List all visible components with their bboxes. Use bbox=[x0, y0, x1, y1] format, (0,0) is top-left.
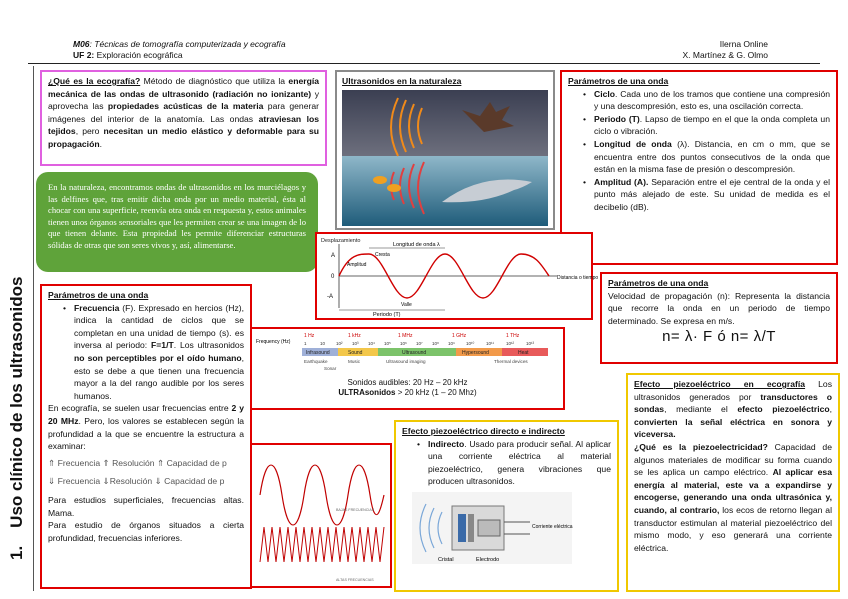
use-sonar: Sonar bbox=[324, 366, 337, 371]
side-title-number: 1. bbox=[7, 545, 26, 560]
unit-code: UF 2: bbox=[73, 50, 95, 60]
param-term: Longitud de onda bbox=[594, 138, 672, 149]
exp: 10⁷ bbox=[416, 341, 423, 346]
use-earthquake: Earthquake bbox=[304, 359, 328, 364]
exp: 10¹¹ bbox=[486, 341, 495, 346]
band-sound: Sound bbox=[348, 350, 363, 356]
param-desc: (λ). Distancia, en cm o mm, que se encuentra entre dos puntos consecutivos de la onda que están en la misma fase de presión o descompresión. bbox=[594, 138, 831, 175]
exp: 10 bbox=[320, 341, 326, 346]
wavelength-label: Longitud de onda λ bbox=[393, 242, 440, 248]
frequency-axis-label: Frequency (Hz) bbox=[256, 339, 291, 345]
wave-parameters-title: Parámetros de una onda bbox=[568, 76, 669, 86]
wave-parameters-list bbox=[580, 88, 830, 214]
param-period bbox=[580, 113, 830, 138]
exp: 10⁵ bbox=[384, 341, 391, 346]
exp: 10⁸ bbox=[432, 341, 439, 346]
low-frequency-wave bbox=[260, 465, 384, 525]
trough-label: Valle bbox=[401, 302, 412, 308]
transducer-diagram bbox=[412, 492, 572, 564]
audible-range: Sonidos audibles: 20 Hz – 20 kHz bbox=[347, 378, 468, 387]
definition-bold: energía mecánica de las ondas de ultrasonido (radiación no ionizante) bbox=[48, 76, 319, 99]
nature-text-box: En la naturaleza, encontramos ondas de ultrasonidos en los murciélagos y las delfines que, tras emitir dicha onda por un medio material, ésta al chocar con una superficie, reenvía otra onda en respuesta y, estos animales tienen unos órganos sensoriales que les permiten crear se una imagen de lo que tienen delante. Esta propiedad les permite diferenciar estructuras sólidas de otras que son seres vivos y, así, alimentarse. bbox=[36, 172, 318, 272]
piezo-term: Indirecto bbox=[428, 438, 465, 449]
piezo-eco-text: Capacidad de algunos materiales de modificar su forma cuando se les aplica un campo eléctrico. bbox=[634, 441, 832, 478]
deep-note: Para estudio de órganos situados a cierta profundidad, frecuencias inferiores. bbox=[48, 520, 244, 543]
piezo-question: ¿Qué es la piezoelectricidad? bbox=[634, 441, 768, 452]
piezo-eco-bold: efecto piezoeléctrico bbox=[737, 404, 830, 415]
band-infrasound: Infrasound bbox=[306, 350, 330, 356]
superficial-note: Para estudios superficiales, frecuencias altas. Mama. bbox=[48, 494, 244, 518]
exp: 10¹⁰ bbox=[466, 341, 475, 346]
velocity-title: Parámetros de una onda bbox=[608, 278, 709, 288]
definition-text: para generar imágenes del interior de la anatomía. Las ondas bbox=[48, 101, 319, 124]
frequency-comparison bbox=[254, 447, 390, 586]
y-tick-zero: 0 bbox=[331, 274, 335, 280]
param-term: Frecuencia bbox=[74, 302, 120, 313]
high-frequency-label: ALTAS FRECUENCIAS bbox=[336, 578, 374, 582]
param-desc: , esto se debe a que tienen una frecuencia mayor a la del rango audible por los seres humanos. bbox=[74, 352, 244, 401]
definition-text: , pero bbox=[75, 126, 104, 137]
exp: 10¹³ bbox=[526, 341, 535, 346]
period-label: Periodo (T) bbox=[373, 312, 401, 318]
exp: 1 bbox=[304, 341, 307, 346]
header-rule bbox=[28, 63, 820, 64]
param-bold: no son perceptibles por el oído humano bbox=[74, 352, 242, 363]
definition-text: Método de diagnóstico que utiliza la bbox=[140, 76, 289, 86]
spectrum-box bbox=[250, 327, 565, 410]
eco-text: . Pero, los valores se establecen según la profundidad a la que se encuentre la estructura a examinar: bbox=[48, 415, 245, 452]
exp: 10⁶ bbox=[400, 341, 407, 346]
ultrasound-range bbox=[256, 388, 559, 398]
definition-box bbox=[40, 70, 327, 166]
frequency-image-box bbox=[250, 443, 392, 588]
band-ultrasound: Ultrasound bbox=[402, 350, 427, 356]
piezo-eco-bold: convierten la señal eléctrica en sonora y viceversa. bbox=[634, 416, 832, 440]
low-frequency-label: BAJAS FRECUENCIAS bbox=[336, 508, 375, 512]
spectrum-top-label: 1 GHz bbox=[452, 333, 467, 339]
electrode-label: Electrodo bbox=[476, 556, 500, 563]
piezo-eco-text: los ecos de retorno llegan al transductor estimulan al material piezoeléctrico del mismo modo, y eso generará una corriente eléctrica. bbox=[634, 504, 832, 553]
frequency-parameters-box bbox=[40, 284, 252, 589]
piezo-eco-text: , mediante el bbox=[664, 404, 738, 415]
param-term: Ciclo bbox=[594, 88, 616, 99]
param-cycle bbox=[580, 88, 830, 113]
use-music: Music bbox=[348, 359, 360, 364]
piezo-direct-title: Efecto piezoeléctrico directo e indirecto bbox=[402, 426, 565, 436]
y-tick-a: A bbox=[331, 253, 336, 259]
wave-diagram bbox=[317, 234, 599, 318]
band-heat: Heat bbox=[518, 350, 529, 356]
definition-bold: propiedades acústicas de la materia bbox=[107, 101, 264, 112]
band-hypersound: Hypersound bbox=[462, 350, 489, 356]
frequency-parameters-title: Parámetros de una onda bbox=[48, 290, 149, 300]
spectrum-top-label: 1 MHz bbox=[398, 333, 413, 339]
header-left bbox=[73, 39, 286, 61]
param-amplitude bbox=[580, 176, 830, 214]
ultrasound-range-bold: ULTRAsonidos bbox=[338, 388, 396, 397]
exp: 10³ bbox=[352, 341, 359, 346]
piezo-eco-text: Los ultrasonidos generados por bbox=[634, 379, 832, 402]
high-frequency-wave bbox=[260, 527, 384, 562]
authors: X. Martínez & G. Olmo bbox=[682, 50, 768, 60]
piezo-indirect-item bbox=[414, 438, 611, 488]
use-thermal: Thermal devices bbox=[494, 359, 528, 364]
side-title-text: Uso clínico de los ultrasonidos bbox=[7, 276, 26, 528]
module-title: : Técnicas de tomografía computerizada y ecografía bbox=[89, 39, 286, 49]
param-desc: Separación entre el eje central de la onda y el punto más alejado de este. Su unidad de medida es el decibelio (dB). bbox=[594, 176, 830, 212]
param-desc: . Cada uno de los tramos que contiene una compresión y una descompresión, esto es, una oscilación correcta. bbox=[594, 88, 830, 112]
frequency-spectrum bbox=[256, 331, 559, 377]
nature-image-title: Ultrasonidos en la naturaleza bbox=[342, 76, 462, 86]
y-tick-minus-a: -A bbox=[327, 294, 333, 300]
piezo-eco-title: Efecto piezoeléctrico en ecografía bbox=[634, 379, 806, 389]
bat-dolphin-illustration bbox=[342, 90, 548, 226]
nature-image-box bbox=[335, 70, 555, 230]
x-axis-title: Distancia o tiempo bbox=[557, 275, 599, 281]
side-title bbox=[2, 80, 32, 560]
param-term: Periodo (T) bbox=[594, 113, 640, 124]
definition-text: y aprovecha las bbox=[48, 88, 319, 112]
param-wavelength bbox=[580, 138, 830, 176]
frequency-list bbox=[60, 302, 244, 403]
definition-bold: atraviesan los tejidos bbox=[48, 113, 319, 137]
param-desc: . Lapso de tiempo en el que la onda completa un ciclo o vibración. bbox=[594, 113, 830, 137]
module-code: M06 bbox=[73, 39, 90, 49]
exp: 10² bbox=[336, 341, 343, 346]
velocity-formula: n= λ· F ó n= λ/T bbox=[662, 328, 776, 346]
param-desc: (F). Expresado en hercios (Hz), indica la cantidad de ciclos que se completan en una unidad de tiempo (s). es inversa al periodo: bbox=[74, 302, 244, 351]
wave-graph-box bbox=[315, 232, 599, 320]
institution: Ilerna Online bbox=[719, 39, 768, 49]
piezo-list bbox=[414, 438, 611, 488]
frequency-formula: F=1/T bbox=[151, 340, 174, 351]
unit-title: Exploración ecográfica bbox=[94, 50, 183, 60]
piezo-desc: . Usado para producir señal. Al aplicar una corriente eléctrica al material piezoeléctrico, genera vibraciones que producen ultrasonidos. bbox=[428, 438, 611, 487]
param-desc: . Los ultrasonidos bbox=[173, 340, 244, 351]
definition-text: . bbox=[99, 138, 102, 149]
crest-label: Cresta bbox=[375, 252, 390, 258]
exp: 10⁹ bbox=[448, 341, 455, 346]
exp: 10⁴ bbox=[368, 341, 375, 346]
spectrum-top-label: 1 kHz bbox=[348, 333, 361, 339]
spectrum-top-label: 1 THz bbox=[506, 333, 520, 339]
wave-parameters-box bbox=[560, 70, 838, 265]
piezo-eco-box bbox=[626, 373, 840, 592]
amplitude-label: Amplitud bbox=[347, 262, 367, 268]
spectrum-top-label: 1 Hz bbox=[304, 333, 315, 339]
crystal-label: Cristal bbox=[438, 556, 454, 563]
piezo-eco-bold: Al aplicar esa energía al material, este va a expandirse y encogerse, generando una onda ultrasónica y, cuando, al contrario, bbox=[634, 467, 832, 515]
low-frequency-line: ⇓ Frecuencia ⇓Resolución ⇓ Capacidad de p bbox=[48, 476, 225, 487]
velocity-box bbox=[600, 272, 838, 364]
ultrasound-range-text: > 20 kHz (1 – 20 Mhz) bbox=[395, 388, 477, 397]
eco-bold: 2 y 20 MHz bbox=[48, 403, 244, 426]
param-term: Amplitud (A). bbox=[594, 176, 649, 187]
param-frequency bbox=[60, 302, 244, 403]
use-ultrasound-imaging: Ultrasound imaging bbox=[386, 359, 426, 364]
piezo-direct-box bbox=[394, 420, 619, 592]
high-frequency-line: ⇑ Frecuencia ⇑ Resolución ⇑ Capacidad de p bbox=[48, 457, 227, 468]
spectrum-exponents bbox=[304, 341, 535, 346]
exp: 10¹² bbox=[506, 341, 515, 346]
definition-term: ¿Qué es la ecografía? bbox=[48, 76, 141, 86]
piezo-eco-bold: transductores o sondas bbox=[634, 391, 832, 415]
header-right bbox=[600, 39, 768, 61]
side-divider bbox=[33, 66, 34, 591]
current-label: Corriente eléctrica bbox=[532, 523, 573, 530]
y-axis-title: Desplazamiento bbox=[321, 238, 361, 244]
piezo-eco-text: , bbox=[829, 404, 833, 415]
definition-bold: necesitan un medio elástico y deformable para su propagación bbox=[48, 126, 319, 149]
velocity-text: Velocidad de propagación (n): Representa la distancia que recorre la onda en un periodo de tiempo determinado. Se expresa en m/s. bbox=[608, 290, 830, 326]
eco-text: En ecografía, se suelen usar frecuencias entre bbox=[48, 403, 232, 414]
